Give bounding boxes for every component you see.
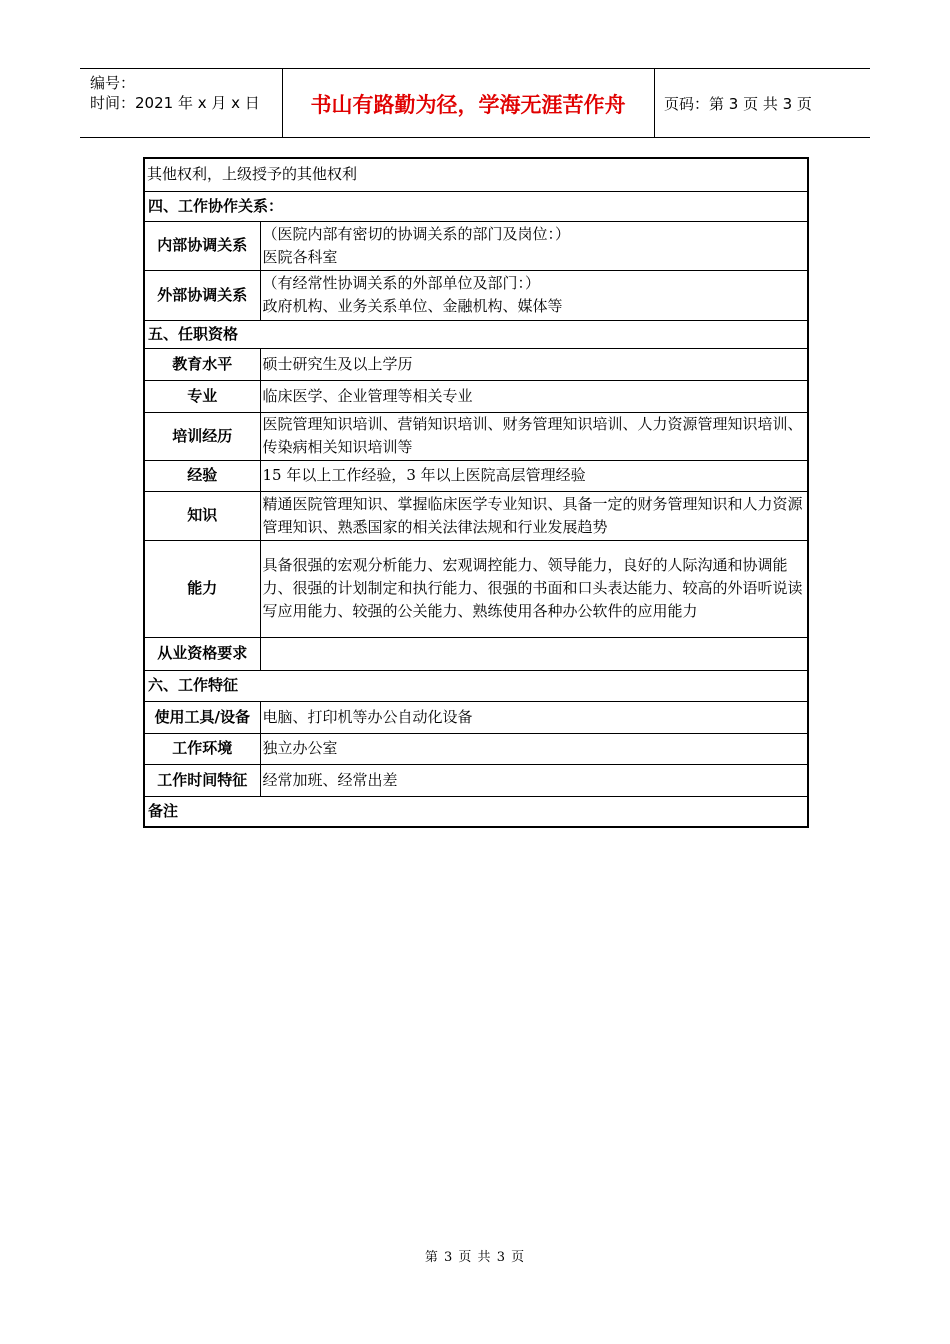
- experience-value: 15 年以上工作经验，3 年以上医院高层管理经验: [260, 460, 808, 491]
- table-row: [144, 460, 808, 491]
- number-label: 编号：: [90, 74, 136, 92]
- external-line1: （有经常性协调关系的外部单位及部门：）: [262, 274, 541, 292]
- section-5-heading: 五、任职资格: [144, 320, 808, 348]
- section-6-heading: 六、工作特征: [144, 670, 808, 701]
- training-value: 医院管理知识培训、营销知识培训、财务管理知识培训、人力资源管理知识培训、传染病相关知识培训等: [260, 412, 808, 460]
- section-4-heading: 四、工作协作关系：: [144, 191, 808, 221]
- header-meta: [90, 73, 260, 113]
- table-row: [144, 380, 808, 412]
- external-label: 外部协调关系: [144, 270, 260, 320]
- internal-line1: （医院内部有密切的协调关系的部门及岗位：）: [262, 224, 571, 243]
- education-label: 教育水平: [144, 348, 260, 380]
- page-header: [80, 68, 870, 138]
- table-row: [144, 158, 808, 191]
- tools-value: 电脑、打印机等办公自动化设备: [260, 701, 808, 733]
- experience-label: 经验: [144, 460, 260, 491]
- table-row: [144, 637, 808, 670]
- page-footer: 第 3 页 共 3 页: [424, 1250, 526, 1265]
- table-row: [144, 733, 808, 764]
- table-row: [144, 270, 808, 320]
- external-value: [260, 270, 808, 320]
- environment-value: 独立办公室: [260, 733, 808, 764]
- major-label: 专业: [144, 380, 260, 412]
- education-value: 硕士研究生及以上学历: [260, 348, 808, 380]
- time-label: 时间：2021 年 x 月 x 日: [90, 94, 260, 112]
- qualification-label: 从业资格要求: [144, 637, 260, 670]
- header-motto: 书山有路勤为径，学海无涯苦作舟: [310, 93, 626, 117]
- table-row: [144, 796, 808, 827]
- table-row: [144, 221, 808, 270]
- job-description-table: [143, 157, 809, 828]
- header-divider: [654, 69, 655, 137]
- table-row: [144, 412, 808, 460]
- other-rights-cell: 其他权利，上级授予的其他权利: [144, 158, 808, 191]
- ability-value: 具备很强的宏观分析能力、宏观调控能力、领导能力，良好的人际沟通和协调能力、很强的计划制定和执行能力、很强的书面和口头表达能力、较高的外语听说读写应用能力、较强的公关能力、熟练使用各种办公软件的应用能力: [260, 540, 808, 637]
- table-row: [144, 670, 808, 701]
- tools-label: 使用工具/设备: [144, 701, 260, 733]
- time-feature-value: 经常加班、经常出差: [260, 764, 808, 796]
- internal-line2: 医院各科室: [262, 247, 338, 266]
- table-row: [144, 320, 808, 348]
- table-row: [144, 540, 808, 637]
- internal-value: [260, 221, 808, 270]
- knowledge-label: 知识: [144, 491, 260, 540]
- remarks-cell: 备注: [144, 796, 808, 827]
- qualification-value: [260, 637, 808, 670]
- table-row: [144, 491, 808, 540]
- external-line2: 政府机构、业务关系单位、金融机构、媒体等: [262, 297, 563, 315]
- ability-label: 能力: [144, 540, 260, 637]
- knowledge-value: 精通医院管理知识、掌握临床医学专业知识、具备一定的财务管理知识和人力资源管理知识、熟悉国家的相关法律法规和行业发展趋势: [260, 491, 808, 540]
- header-page-info: 页码：第 3 页 共 3 页: [664, 95, 812, 113]
- table-row: [144, 764, 808, 796]
- time-feature-label: 工作时间特征: [144, 764, 260, 796]
- major-value: 临床医学、企业管理等相关专业: [260, 380, 808, 412]
- table-row: [144, 348, 808, 380]
- environment-label: 工作环境: [144, 733, 260, 764]
- internal-label: 内部协调关系: [144, 221, 260, 270]
- table-row: [144, 191, 808, 221]
- training-label: 培训经历: [144, 412, 260, 460]
- table-row: [144, 701, 808, 733]
